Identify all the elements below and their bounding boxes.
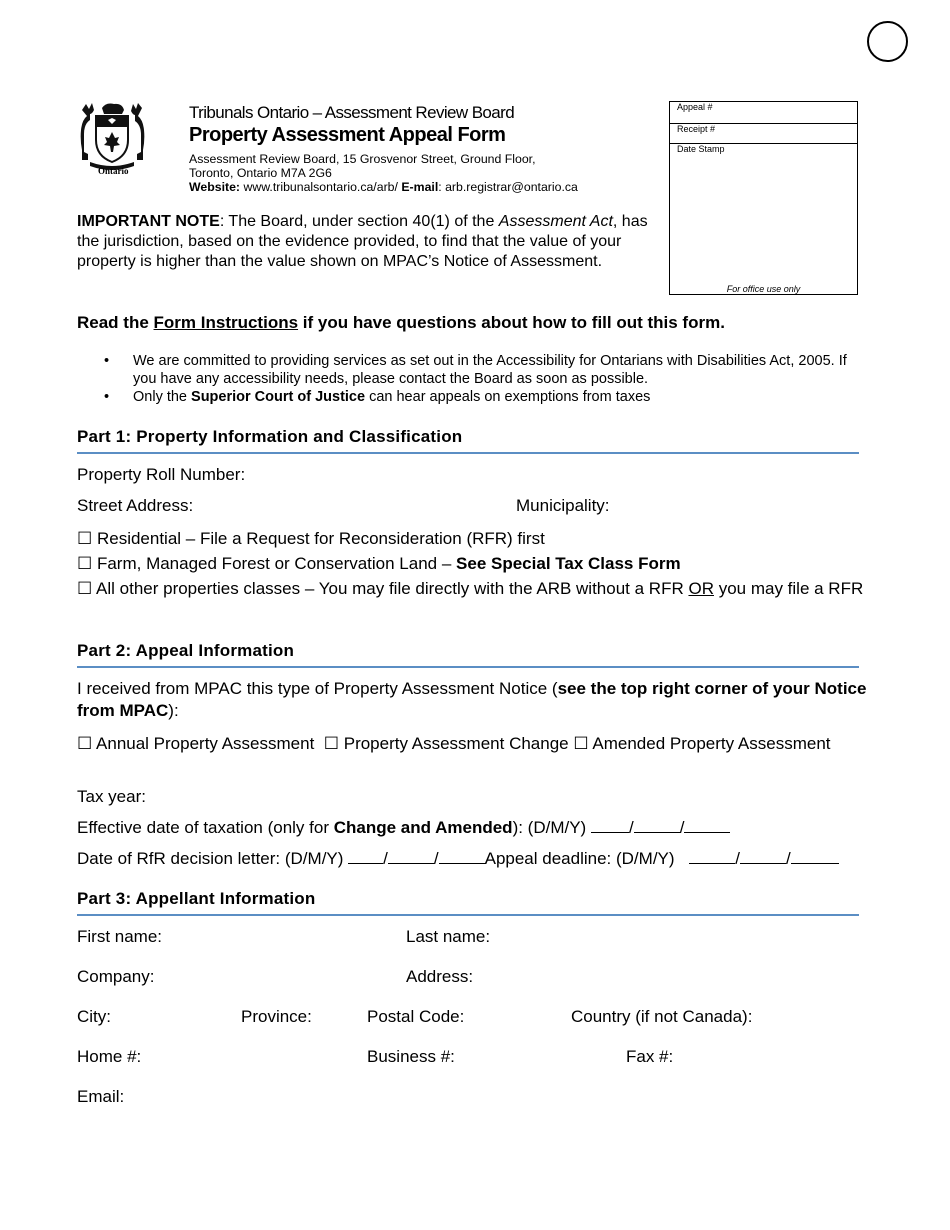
website-link[interactable]: www.tribunalsontario.ca/arb/ <box>240 180 402 194</box>
organization-name: Tribunals Ontario – Assessment Review Board <box>189 103 515 122</box>
postal-code-label: Postal Code: <box>367 1007 465 1026</box>
crest-caption: Ontario <box>98 166 129 176</box>
first-name-label: First name: <box>77 927 163 946</box>
slash: / <box>735 849 740 868</box>
tax-year-label: Tax year: <box>77 787 146 806</box>
prompt-text-b: ): <box>168 701 179 720</box>
effective-date-row <box>77 817 730 839</box>
special-tax-class-link: See Special Tax Class Form <box>456 554 681 573</box>
street-address-label: Street Address: <box>77 496 194 515</box>
appeal-number-field <box>670 102 857 124</box>
effective-text-b: ): (D/M/Y) <box>512 818 591 837</box>
home-phone-label: Home #: <box>77 1047 142 1066</box>
bullet-text: We are committed to providing services as set out in the Accessibility for Ontarians with Disabilities Act, 2005. If you have any accessibility needs, please contact the Board as soon as possible. <box>133 353 847 387</box>
office-use-caption: For office use only <box>726 284 801 294</box>
part1-divider <box>77 452 859 454</box>
prompt-bold: see the top right corner of your Notice from MPAC <box>77 679 867 720</box>
slash: / <box>786 849 791 868</box>
bullet-text: can hear appeals on exemptions from taxes <box>365 389 651 405</box>
appeal-deadline-label: Appeal deadline: (D/M/Y) <box>484 849 680 868</box>
note-text-2: , has the jurisdiction, based on the evidence provided, to find that the value of your property is higher than the value shown on MPAC’s Notice of Assessment. <box>77 213 648 270</box>
form-instructions-link[interactable]: Form Instructions <box>153 313 299 332</box>
or-text: OR <box>688 579 714 598</box>
bullet-dot: • <box>104 353 110 369</box>
date-stamp-label: Date Stamp <box>677 144 725 154</box>
notice-type-prompt <box>77 678 867 722</box>
receipt-number-label: Receipt # <box>677 124 716 134</box>
important-note <box>77 212 652 272</box>
other-text-b: you may file a RFR <box>713 579 864 598</box>
address-line-2: Toronto, Ontario M7A 2G6 <box>189 166 332 180</box>
contact-line <box>189 180 578 194</box>
note-text-1: : The Board, under section 40(1) of the <box>219 213 499 230</box>
read-after: if you have questions about how to fill out this form. <box>298 313 725 332</box>
other-classes-checkbox[interactable] <box>77 578 867 600</box>
rfr-date-label: Date of RfR decision letter: (D/M/Y) <box>77 849 349 868</box>
slash: / <box>628 818 634 837</box>
email-label: E-mail <box>401 180 439 194</box>
city-label: City: <box>77 1007 111 1026</box>
rfr-year-input[interactable] <box>439 849 485 864</box>
assessment-act: Assessment Act <box>498 213 613 230</box>
part2-heading: Part 2: Appeal Information <box>77 641 295 660</box>
website-label: Website: <box>189 180 241 194</box>
slash: / <box>679 818 685 837</box>
office-use-box <box>669 101 858 295</box>
bullet-bold: Superior Court of Justice <box>191 389 366 405</box>
deadline-month-input[interactable] <box>740 849 786 864</box>
bullet-text: Only the <box>133 389 192 405</box>
bullet-dot: • <box>104 389 110 405</box>
slash: / <box>383 849 388 868</box>
fax-label: Fax #: <box>626 1047 674 1066</box>
rfr-day-input[interactable] <box>348 849 383 864</box>
deadline-day-input[interactable] <box>689 849 735 864</box>
address-label: Address: <box>406 967 474 986</box>
email-link[interactable]: : arb.registrar@ontario.ca <box>438 180 578 194</box>
company-label: Company: <box>77 967 155 986</box>
form-title: Property Assessment Appeal Form <box>189 124 506 146</box>
residential-checkbox[interactable]: ☐ Residential – File a Request for Reconsideration (RFR) first <box>77 529 545 548</box>
notice-type-options <box>77 733 867 755</box>
last-name-label: Last name: <box>406 927 491 946</box>
effective-year-input[interactable] <box>684 818 730 833</box>
list-item <box>104 352 864 388</box>
appeal-number-label: Appeal # <box>677 102 713 112</box>
bullet-list <box>104 352 864 406</box>
deadline-year-input[interactable] <box>791 849 839 864</box>
amended-assessment-checkbox[interactable]: ☐ Amended Property Assessment <box>573 734 831 753</box>
rfr-month-input[interactable] <box>388 849 434 864</box>
other-text-a: ☐ All other properties classes – You may file directly with the ARB without a RFR <box>77 579 689 598</box>
country-label: Country (if not Canada): <box>571 1007 753 1026</box>
page-corner-circle <box>867 21 908 62</box>
part1-heading: Part 1: Property Information and Classification <box>77 427 463 446</box>
part3-heading: Part 3: Appellant Information <box>77 889 316 908</box>
slash: / <box>433 849 439 868</box>
effective-month-input[interactable] <box>634 818 680 833</box>
ontario-crest-logo <box>78 100 146 178</box>
assessment-change-checkbox[interactable]: ☐ Property Assessment Change <box>323 734 569 753</box>
municipality-label: Municipality: <box>516 496 610 515</box>
province-label: Province: <box>241 1007 312 1026</box>
effective-text-a: Effective date of taxation (only for <box>77 818 334 837</box>
email-label: Email: <box>77 1087 125 1106</box>
business-phone-label: Business #: <box>367 1047 455 1066</box>
roll-number-label: Property Roll Number: <box>77 465 246 484</box>
annual-assessment-checkbox[interactable]: ☐ Annual Property Assessment <box>77 734 315 753</box>
address-line-1: Assessment Review Board, 15 Grosvenor Street, Ground Floor, <box>189 152 536 166</box>
prompt-text-a: I received from MPAC this type of Property Assessment Notice ( <box>77 679 558 698</box>
read-before: Read the <box>77 313 154 332</box>
part2-divider <box>77 666 859 668</box>
receipt-number-field <box>670 124 857 144</box>
effective-bold: Change and Amended <box>333 818 513 837</box>
rfr-deadline-row <box>77 848 839 870</box>
farm-text: ☐ Farm, Managed Forest or Conservation Land – <box>77 554 457 573</box>
part3-divider <box>77 914 859 916</box>
important-note-label: IMPORTANT NOTE <box>77 213 220 230</box>
read-instructions-line <box>77 313 725 333</box>
list-item <box>104 388 864 406</box>
effective-day-input[interactable] <box>591 818 629 833</box>
farm-checkbox[interactable] <box>77 553 681 575</box>
